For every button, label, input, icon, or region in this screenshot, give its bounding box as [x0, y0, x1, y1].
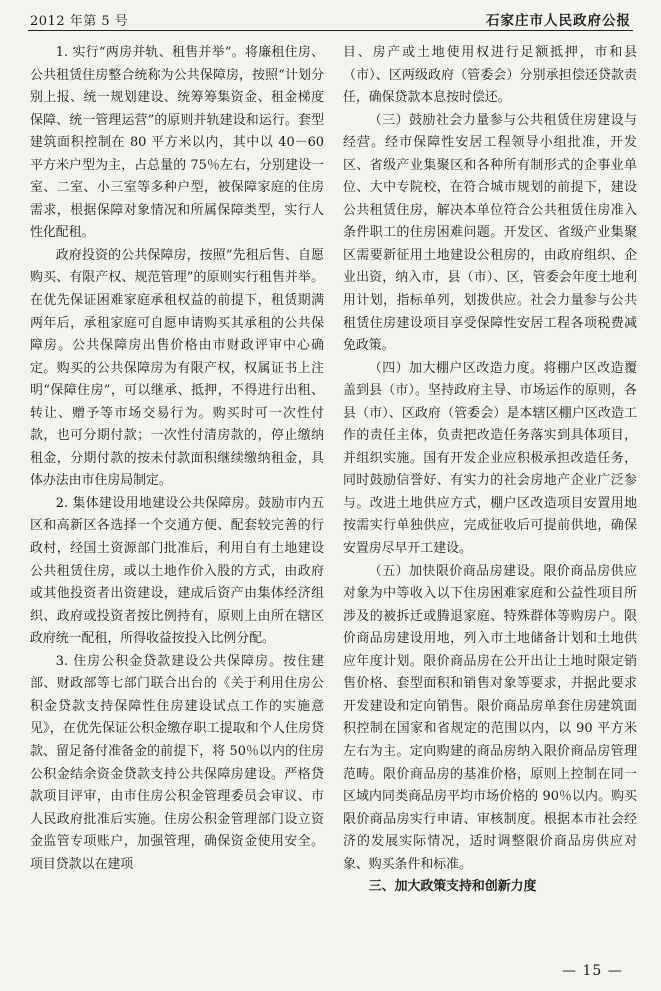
page-number: — 15 —	[562, 963, 623, 979]
paragraph-shantytown-renovation: （四）加大棚户区改造力度。将棚户区改造覆盖到县（市）。坚持政府主导、市场运作的原则，各县（市）、区政府（管委会）是本辖区棚户区改造工作的责任主体，负责把改造任务落实到具体项目，并组织实施。国有开发企业应积极承担改造任务，同时鼓励信誉好、有实力的社会房地产企业广泛参与。改进土地供应方式，棚户区改造项目安置用地按需实行单独供应，完成征收后可提前供地，确保安置房尽早开工建设。	[343, 360, 637, 557]
issue-label: 2012 年第 5 号	[30, 14, 129, 29]
paragraph-housing-fund-loan: 3. 住房公积金贷款建设公共保障房。按住建部、财政部等七部门联合出台的《关于利用住房公积金贷款支持保障性住房建设试点工作的实施意见》，在优先保证公积金缴存职工提取和个人住房贷款、留足备付准备金的前提下，将 50％以内的住房公积金结余资金贷款支持公共保障房建设。严格贷款项目评审，由市住房公积金管理委员会审议、市人民政府批准后实施。住房公积金管理部门设立资金监管专项账户，加强管理，确保资金使用安全。项目贷款以在建项	[30, 653, 324, 872]
paragraph-loan-continuation: 目、房产或土地使用权进行足额抵押，市和县（市）、区两级政府（管委会）分别承担偿还贷款责任，确保贷款本息按时偿还。	[343, 45, 637, 106]
paragraph-price-limited-housing: （五）加快限价商品房建设。限价商品房供应对象为中等收入以下住房困难家庭和公益性项目所涉及的被拆迁或腾退家庭、特殊群体等购房户。限价商品房建设用地，列入市土地储备计划和土地供应年度计划。限价商品房在公开出让土地时限定销售价格、套型面积和销售对象等要求，并据此要求开发建设和定向销售。限价商品房单套住房建筑面积控制在国家和省规定的范围以内，以 90 平方米左右为主。定向购建的商品房纳入限价商品房管理范畴。限价商品房的基准价格，原则上控制在同一区域内同类商品房平均市场价格的 90％以内。购买限价商品房实行申请、审核制度。根据本市社会经济的发展实际情况，适时调整限价商品房供应对象、购买条件和标准。	[343, 563, 637, 872]
paragraph-two-house-merge: 1. 实行“两房并轨、租售并举”。将廉租住房、公共租赁住房整合统称为公共保障房，按照“计划分别上报、统一规划建设、统筹筹集资金、租金梯度保障、统一管理运营”的原则并轨建设和运行。套型建筑面积控制在 80 平方米以内，其中以 40－60 平方米户型为主，占总量的 75％左右，分别建设一室、二室、小三室等多种户型，被保障家庭的住房需求，根据保障对象情况和所属保障类型，实行人性化配租。	[30, 45, 324, 241]
paragraph-collective-land: 2. 集体建设用地建设公共保障房。鼓励市内五区和高新区各选择一个交通方便、配套较完善的行政村，经国土资源部门批准后，利用自有土地建设公共租赁住房，或以土地作价入股的方式，由政府或其他投资者出资建设，建成后资产由集体经济组织、政府或投资者按比例持有，原则上由所在辖区政府统一配租，所得收益按投入比例分配。	[30, 495, 324, 647]
header-rule	[28, 30, 633, 31]
right-column	[343, 42, 637, 967]
left-column	[30, 42, 324, 967]
publication-title: 石家庄市人民政府公报	[486, 13, 631, 29]
paragraph-government-investment: 政府投资的公共保障房，按照“先租后售、自愿购买、有限产权、规范管理”的原则实行租售并举。在优先保证困难家庭承租权益的前提下，租赁期满两年后，承租家庭可自愿申请购买其承租的公共保障房。公共保障房出售价格由市财政评审中心确定。购买的公共保障房为有限产权，权属证书上注明“保障住房”，可以继承、抵押，不得进行出租、转让、赠予等市场交易行为。购买时可一次性付款，也可分期付款；一次性付清房款的，停止缴纳租金，分期付款的按未付款面积继续缴纳租金，具体办法由市住房局制定。	[30, 247, 324, 489]
paragraph-social-participation: （三）鼓励社会力量参与公共租赁住房建设与经营。经市保障性安居工程领导小组批准，开发区、省级产业集聚区和各种所有制形式的企事业单位、大中专院校，在符合城市规划的前提下，建设公共租赁住房，解决本单位符合公共租赁住房准入条件职工的住房困难问题。开发区、省级产业集聚区需要新征用土地建设公租房的，由政府组织、企业出资，纳入市，县（市）、区，管委会年度土地利用计划，指标单列，划拨供应。社会力量参与公共租赁住房建设项目享受保障性安居工程各项税费减免政策。	[343, 112, 637, 354]
section-heading-policy-support: 三、加大政策支持和创新力度	[368, 879, 537, 895]
